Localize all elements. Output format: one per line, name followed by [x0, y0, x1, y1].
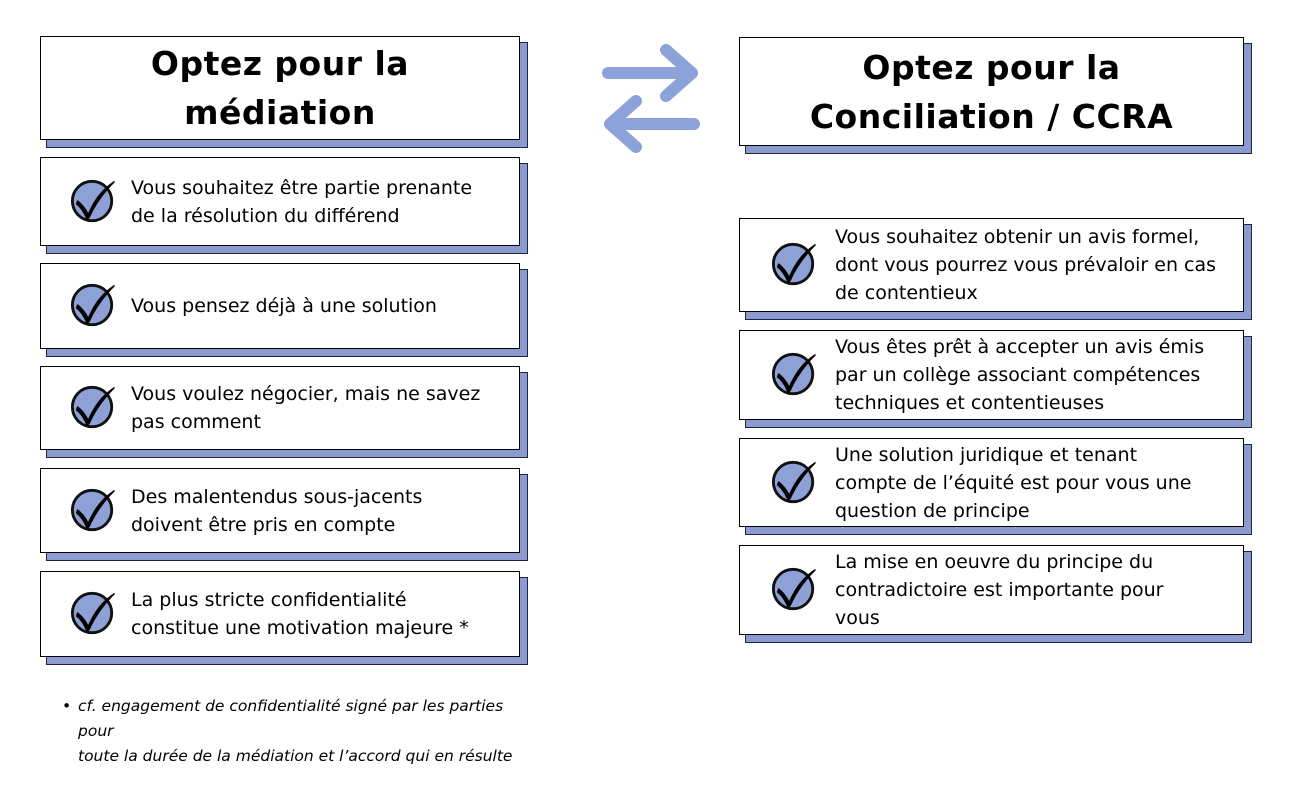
- item-text-line: Vous êtes prêt à accepter un avis émis: [835, 336, 1205, 358]
- check-circle-icon: [770, 241, 818, 289]
- item-text-line: vous: [835, 607, 880, 629]
- check-circle-icon: [69, 590, 117, 638]
- item-text-line: Des malentendus sous-jacents: [131, 485, 423, 508]
- mediation-title-line1: Optez pour la: [150, 44, 410, 83]
- list-item: [40, 468, 520, 553]
- item-text-line: Vous souhaitez obtenir un avis formel,: [835, 226, 1200, 248]
- item-text-line: question de principe: [835, 499, 1030, 522]
- item-text-line: La plus stricte confidentialité: [131, 589, 407, 611]
- item-text-line: doivent être pris en compte: [131, 513, 396, 536]
- check-circle-icon: [770, 351, 818, 399]
- list-item: [739, 545, 1244, 635]
- list-item: [40, 157, 520, 246]
- item-text-line: de la résolution du différend: [131, 204, 400, 227]
- list-item: [739, 438, 1244, 527]
- footnote-line: cf. engagement de confidentialité signé par les parties pour: [78, 697, 504, 740]
- conciliation-title-line1: Optez pour la: [862, 47, 1121, 87]
- footnote: [62, 694, 532, 769]
- mediation-title-card: [40, 36, 520, 140]
- check-circle-icon: [69, 282, 117, 330]
- conciliation-title-line2: Conciliation / CCRA: [809, 96, 1174, 136]
- check-circle-icon: [770, 566, 818, 614]
- check-circle-icon: [770, 459, 818, 507]
- item-text-line: constitue une motivation majeure *: [131, 617, 469, 639]
- footnote-line: toute la durée de la médiation et l’accord qui en résulte: [78, 747, 513, 765]
- item-text-line: par un collège associant compétences: [835, 364, 1201, 386]
- item-text-line: dont vous pourrez vous prévaloir en cas: [835, 254, 1217, 276]
- item-text-line: Vous souhaitez être partie prenante: [131, 176, 473, 199]
- item-text-line: techniques et contentieuses: [835, 392, 1105, 414]
- footnote-bullet: •: [62, 697, 72, 715]
- item-text-line: compte de l’équité est pour vous une: [835, 471, 1192, 494]
- list-item: [40, 366, 520, 450]
- item-text-line: Une solution juridique et tenant: [835, 443, 1138, 466]
- conciliation-title-card: [739, 37, 1244, 146]
- item-text-line: de contentieux: [835, 282, 978, 304]
- check-circle-icon: [69, 178, 117, 226]
- item-text-line: Vous pensez déjà à une solution: [131, 295, 437, 317]
- check-circle-icon: [69, 384, 117, 432]
- mediation-title-line2: médiation: [184, 93, 376, 132]
- list-item: [739, 330, 1244, 420]
- swap-arrows-icon: [598, 40, 708, 158]
- list-item: [40, 571, 520, 657]
- item-text-line: La mise en oeuvre du principe du: [835, 551, 1154, 573]
- list-item: [40, 263, 520, 349]
- item-text-line: Vous voulez négocier, mais ne savez: [131, 383, 481, 405]
- item-text-line: contradictoire est importante pour: [835, 579, 1164, 601]
- check-circle-icon: [69, 487, 117, 535]
- item-text-line: pas comment: [131, 411, 261, 433]
- list-item: [739, 218, 1244, 312]
